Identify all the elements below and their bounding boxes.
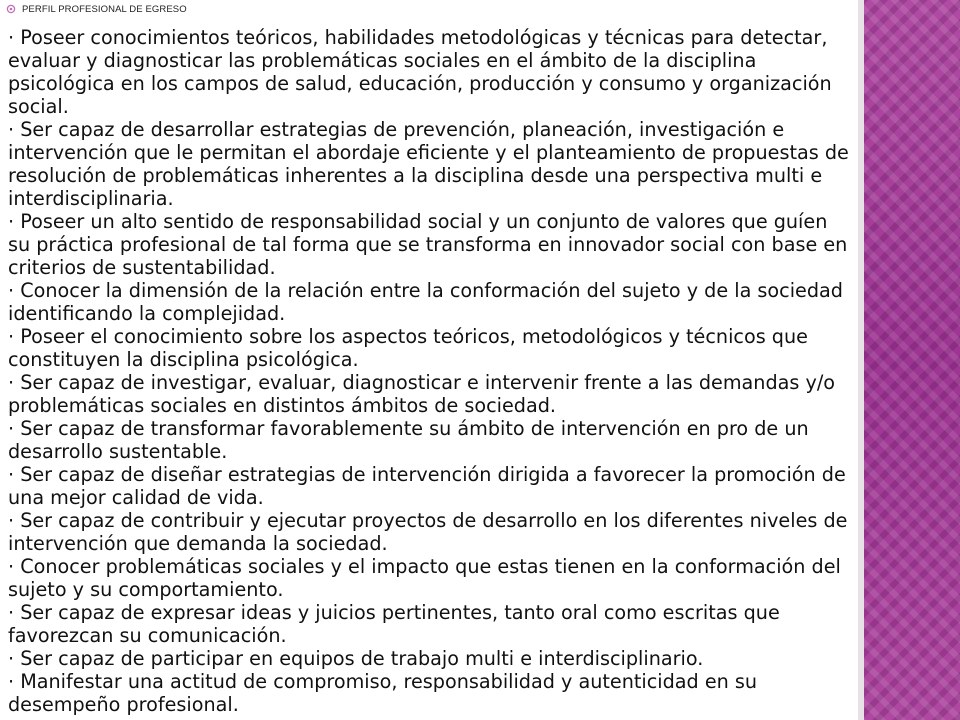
decorative-side-panel	[858, 0, 960, 720]
list-item: · Manifestar una actitud de compromiso, responsabilidad y autenticidad en su desempeño profesional.	[8, 670, 758, 716]
list-item: · Ser capaz de participar en equipos de trabajo multi e interdisciplinario.	[8, 647, 704, 670]
list-item: · Ser capaz de desarrollar estrategias de prevención, planeación, investigación e intervención que le permitan el abordaje eficiente y el planteamiento de propuestas de resolución de problemáticas inherentes a la disciplina desde una perspectiva multi e interdisciplinaria.	[8, 118, 849, 210]
header-title: PERFIL PROFESIONAL DE EGRESO	[22, 3, 187, 15]
slide-header	[6, 2, 187, 16]
list-item: · Ser capaz de investigar, evaluar, diagnosticar e intervenir frente a las demandas y/o problemáticas sociales en distintos ámbitos de sociedad.	[8, 371, 836, 417]
list-item: · Conocer la dimensión de la relación entre la conformación del sujeto y de la sociedad identificando la complejidad.	[8, 279, 843, 325]
profile-list	[8, 26, 853, 716]
list-item: · Ser capaz de expresar ideas y juicios pertinentes, tanto oral como escritas que favorezcan su comunicación.	[8, 601, 780, 647]
list-item: · Poseer conocimientos teóricos, habilidades metodológicas y técnicas para detectar, evaluar y diagnosticar las problemáticas sociales en el ámbito de la disciplina psicológica en los campos de salud, educación, producción y consumo y organización social.	[8, 26, 832, 118]
circle-bullet-icon	[6, 4, 16, 14]
list-item: · Ser capaz de transformar favorablemente su ámbito de intervención en pro de un desarrollo sustentable.	[8, 417, 809, 463]
list-item: · Ser capaz de contribuir y ejecutar proyectos de desarrollo en los diferentes niveles de intervención que demanda la sociedad.	[8, 509, 848, 555]
list-item: · Poseer un alto sentido de responsabilidad social y un conjunto de valores que guíen su práctica profesional de tal forma que se transforma en innovador social con base en criterios de sustentabilidad.	[8, 210, 848, 279]
list-item: · Poseer el conocimiento sobre los aspectos teóricos, metodológicos y técnicos que constituyen la disciplina psicológica.	[8, 325, 808, 371]
list-item: · Conocer problemáticas sociales y el impacto que estas tienen en la conformación del sujeto y su comportamiento.	[8, 555, 841, 601]
list-item: · Ser capaz de diseñar estrategias de intervención dirigida a favorecer la promoción de una mejor calidad de vida.	[8, 463, 846, 509]
